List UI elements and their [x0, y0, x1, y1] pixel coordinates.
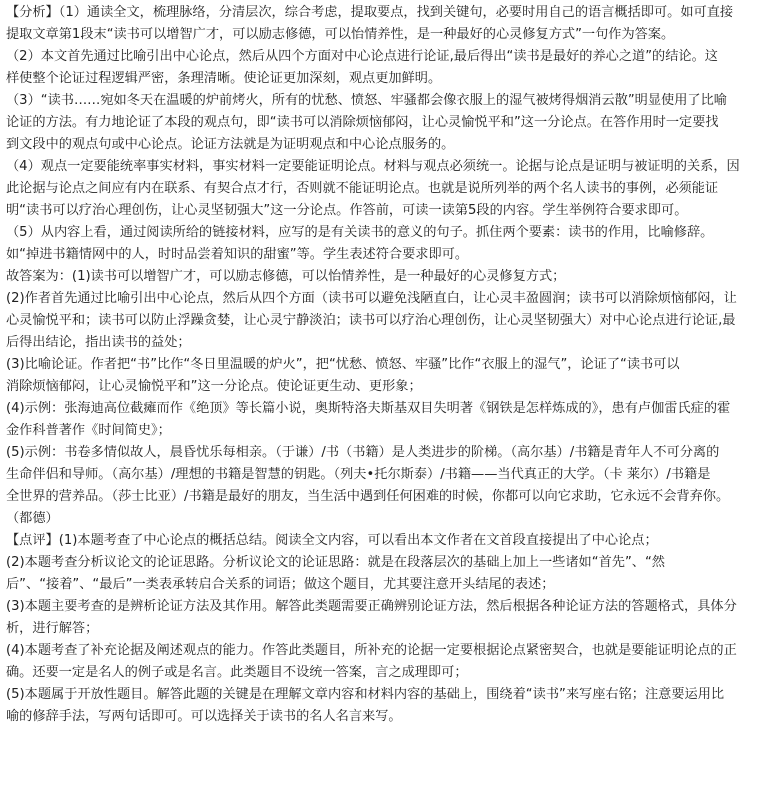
text-line: (3)本题主要考查的是辨析论证方法及其作用。解答此类题需要正确辨别论证方法，然后根据各种论证方法的答题格式，具体分 — [6, 599, 737, 614]
text-line: 如“掉进书籍情网中的人，时时品尝着知识的甜蜜”等。学生表述符合要求即可。 — [6, 247, 469, 262]
text-line: 消除烦恼郁闷，让心灵愉悦平和”这一分论点。使论证更生动、更形象； — [6, 379, 422, 394]
text-line: 后”、“接着”、“最后”一类表承转启合关系的词语；做这个题目，尤其要注意开头结尾的表述； — [6, 577, 555, 592]
text-line: （都德） — [6, 511, 59, 526]
text-line: 全世界的营养品。（莎士比亚）/书籍是最好的朋友，当生活中遇到任何困难的时候，你都可以向它求助，它永远不会背弃你。 — [6, 489, 730, 504]
text-line: 此论据与论点之间应有内在联系、有契合点才行，否则就不能证明论点。也就是说所列举的两个名人读书的事例，必须能证 — [6, 181, 719, 196]
text-line — [6, 728, 774, 750]
text-line: (3)比喻论证。作者把“书”比作“冬日里温暖的炉火”，把“忧愁、愤怒、牢骚”比作“衣服上的湿气”，论证了“读书可以 — [6, 357, 680, 372]
text-line: （2）本文首先通过比喻引出中心论点，然后从四个方面对中心论点进行论证,最后得出“读书是最好的养心之道”的结论。这 — [6, 49, 718, 64]
text-line: 【点评】(1)本题考查了中心论点的概括总结。阅读全文内容，可以看出本文作者在文首段直接提出了中心论点； — [6, 533, 658, 548]
text-line: 提取文章第1段末“读书可以增智广才，可以励志修德，可以怡情养性，是一种最好的心灵修复方式”一句作为答案。 — [6, 27, 675, 42]
text-line: (5)本题属于开放性题目。解答此题的关键是在理解文章内容和材料内容的基础上，围绕着“读书”来写座右铭；注意要运用比 — [6, 687, 725, 702]
text-line: （4）观点一定要能统率事实材料，事实材料一定要能证明论点。材料与观点必须统一。论据与论点是证明与被证明的关系，因 — [6, 159, 740, 174]
text-line: (4)本题考查了补充论据及阐述观点的能力。作答此类题目，所补充的论据一定要根据论点紧密契合，也就是要能证明论点的正 — [6, 643, 737, 658]
text-line: 明“读书可以疗治心理创伤，让心灵坚韧强大”这一分论点。作答前，可读一读第5段的内容。学生举例符合要求即可。 — [6, 203, 688, 218]
text-line: 生命伴侣和导师。（高尔基）/理想的书籍是智慧的钥匙。（列夫•托尔斯泰）/书籍——当代真正的大学。（卡 莱尔）/书籍是 — [6, 467, 711, 482]
text-line: (5)示例：书卷多情似故人，晨昏忧乐每相亲。（于谦）/书（书籍）是人类进步的阶梯。（高尔基）/书籍是青年人不可分离的 — [6, 445, 720, 460]
text-line: 金作科普著作《时间简史》； — [6, 423, 171, 438]
text-line: 析，进行解答； — [6, 621, 99, 636]
text-line: 故答案为：(1)读书可以增智广才，可以励志修德，可以怡情养性，是一种最好的心灵修复方式； — [6, 269, 566, 284]
text-line: 论证的方法。有力地论证了本段的观点句，即“读书可以消除烦恼郁闷，让心灵愉悦平和”这一分论点。在答作用时一定要找 — [6, 115, 719, 130]
text-line: （3）“读书……宛如冬天在温暖的炉前烤火，所有的忧愁、愤怒、牢骚都会像衣服上的湿气被烤得烟消云散”明显使用了比喻 — [6, 93, 727, 108]
text-line: 样使整个论证过程逻辑严密，条理清晰。使论证更加深刻，观点更加鲜明。 — [6, 71, 442, 86]
text-line: (2)本题考查分析议论文的论证思路。分析议论文的论证思路：就是在段落层次的基础上加上一些诸如“首先”、“然 — [6, 555, 665, 570]
text-line: 确。还要一定是名人的例子或是名言。此类题目不设统一答案，言之成理即可； — [6, 665, 468, 680]
text-line: 后得出结论，指出读书的益处； — [6, 335, 191, 350]
text-line: 心灵愉悦平和；读书可以防止浮躁贪婪，让心灵宁静淡泊；读书可以疗治心理创伤，让心灵坚韧强大）对中心论点进行论证,最 — [6, 313, 736, 328]
text-line: （5）从内容上看，通过阅读所给的链接材料，应写的是有关读书的意义的句子。抓住两个要素：读书的作用，比喻修辞。 — [6, 225, 714, 240]
text-line: 到文段中的观点句或中心论点。论证方法就是为证明观点和中心论点服务的。 — [6, 137, 455, 152]
text-line: 喻的修辞手法，写两句话即可。可以选择关于读书的名人名言来写。 — [6, 709, 402, 724]
text-line: (4)示例：张海迪高位截瘫而作《绝顶》等长篇小说，奥斯特洛夫斯基双目失明著《钢铁是怎样炼成的》，患有卢伽雷氏症的霍 — [6, 401, 731, 416]
text-line: (2)作者首先通过比喻引出中心论点，然后从四个方面（读书可以避免浅陋直白，让心灵丰盈圆润；读书可以消除烦恼郁闷，让 — [6, 291, 737, 306]
text-line: 【分析】（1）通读全文，梳理脉络，分清层次，综合考虑，提取要点，找到关键句，必要时用自己的语言概括即可。如可直接 — [6, 5, 734, 20]
